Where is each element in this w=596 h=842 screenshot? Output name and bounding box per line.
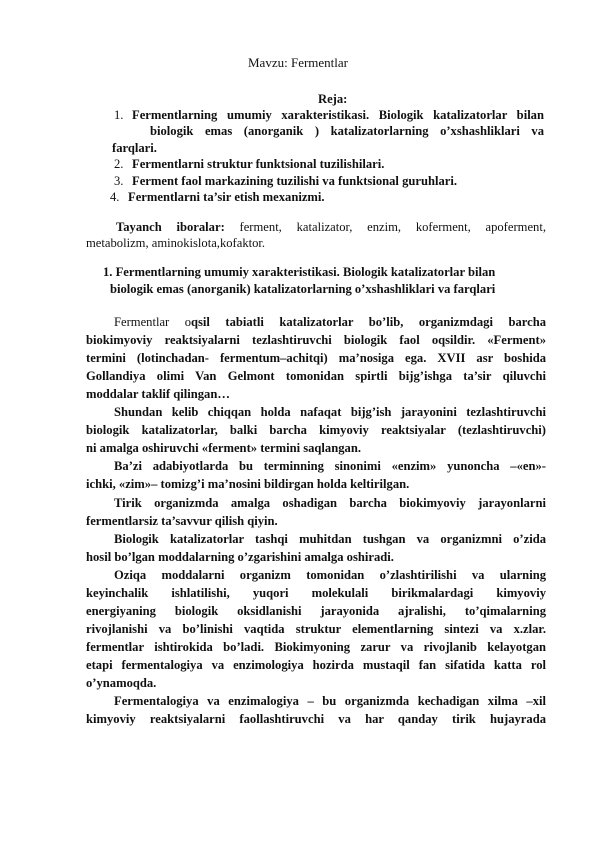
plan-item-text: farqlari. [112, 141, 157, 155]
body-line: termini (lotinchadan- fermentum–achitqi) ma’nosiga ega. XVII asr boshida [86, 351, 546, 366]
body-line-text: qsil tabiatli katalizatorlar bo’lib, organizmdagi barcha [191, 315, 546, 329]
body-line [114, 314, 546, 330]
body-line: etapi fermentalogiya va enzimologiya hozirda mustaqil fan sifatida katta rol [86, 657, 546, 672]
body-line: Ba’zi adabiyotlarda bu terminning sinonimi «enzim» yunoncha –«en»- [114, 459, 546, 474]
body-line: ni amalga oshiruvchi «ferment» termini saqlangan. [86, 441, 361, 456]
body-line: energiyaning biologik oksidlanishi jarayonida ajralishi, to’qimalarning [86, 603, 546, 618]
body-line: fermentlarsiz ta’savvur qilish qiyin. [86, 513, 278, 528]
body-line: Shundan kelib chiqqan holda nafaqat bijg’ish jarayonini tezlashtiruvchi [114, 405, 546, 420]
topic-title: Mavzu: Fermentlar [248, 55, 348, 70]
body-line: rivojlanishi va bo’linishi vaqtida struktur elementlarning sintezi va x.zlar. [86, 621, 546, 636]
body-line: Gollandiya olimi Van Gelmont tomonidan spirtli bijg’ishga ta’sir qiluvchi [86, 369, 546, 384]
plan-item-text: Fermentlarni ta’sir etish mexanizmi. [128, 190, 325, 204]
body-line: Biologik katalizatorlar tashqi muhitdan tushgan va organizmni o’zida [114, 531, 546, 546]
body-line-lead: Fermentlar o [114, 315, 192, 329]
body-line: hosil bo’lgan moddalarning o’zgarishini amalga oshiradi. [86, 549, 394, 564]
body-line: biologik katalizatorlar, balki barcha kimyoviy reaktsiyalar (tezlashtiruvchi) [86, 423, 546, 438]
body-line: kimyoviy reaktsiyalarni faollashtiruvchi va har qanday tirik hujayrada [86, 712, 546, 727]
body-line: Oziqa moddalarni organizm tomonidan o’zlashtirilishi va ularning [114, 567, 546, 582]
body-line: o’ynamoqda. [86, 676, 157, 690]
plan-item-text: Fermentlarning umumiy xarakteristikasi. Biologik katalizatorlar bilan [132, 108, 544, 122]
body-line: keyinchalik ishlatilishi, yuqori molekulali birikmalardagi kimyoviy [86, 585, 546, 600]
body-line: moddalar taklif qilingan… [86, 387, 230, 402]
plan-item-number: 2. [114, 157, 124, 171]
body-line: Fermentalogiya va enzimalogiya – bu organizmda kechadigan xilma –xil [114, 694, 546, 709]
keywords-line: metabolizm, aminokislota,kofaktor. [86, 236, 266, 250]
body-line: biokimyoviy reaktsiyalarni tezlashtiruvchi biologik faol oqsildir. «Ferment» [86, 333, 546, 348]
plan-item-text: Fermentlarni struktur funktsional tuzilishilari. [132, 157, 385, 171]
plan-item-text: biologik emas (anorganik ) katalizatorlarning o’xshashliklari va [150, 124, 544, 138]
plan-item-number: 1. [114, 108, 124, 122]
body-line: ichki, «zim»– tomizg’i ma’nosini bildirgan holda keltirilgan. [86, 477, 410, 492]
body-line: fermentlar ishtirokida bo’ladi. Biokimyoning zarur va rivojlanib kelayotgan [86, 639, 546, 654]
keywords-line [116, 219, 546, 235]
plan-heading: Reja: [318, 92, 348, 106]
plan-item-text: Ferment faol markazining tuzilishi va funktsional guruhlari. [132, 174, 458, 188]
plan-item-number: 4. [110, 190, 120, 204]
body-line: Tirik organizmda amalga oshadigan barcha biokimyoviy jarayonlarni [114, 495, 546, 510]
keywords-label: Tayanch iboralar: [116, 220, 225, 234]
section-heading: 1. Fermentlarning umumiy xarakteristikasi. Biologik katalizatorlar bilan [103, 265, 496, 279]
keywords-list: ferment, katalizator, enzim, koferment, apoferment, [224, 220, 546, 234]
plan-item-number: 3. [114, 174, 124, 188]
section-heading: biologik emas (anorganik) katalizatorlarning o’xshashliklari va farqlari [110, 282, 496, 296]
